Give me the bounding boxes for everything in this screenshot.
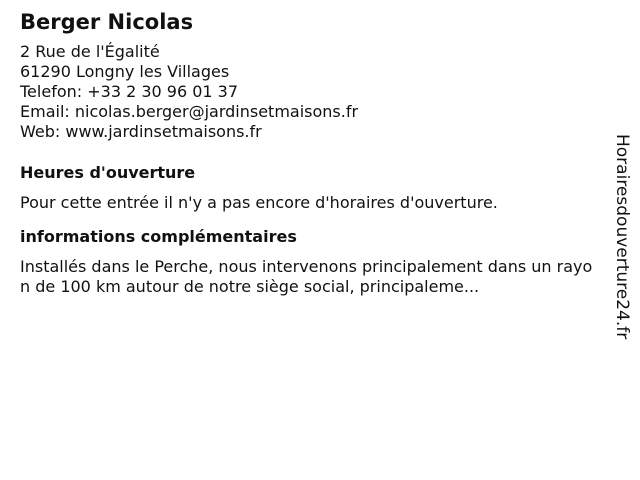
business-name: Berger Nicolas xyxy=(20,10,194,34)
hours-heading: Heures d'ouverture xyxy=(20,163,196,182)
contact-block xyxy=(20,42,595,142)
phone-number[interactable]: Telefon: +33 2 30 96 01 37 xyxy=(20,82,239,101)
email-address[interactable]: Email: nicolas.berger@jardinsetmaisons.fr xyxy=(20,102,359,121)
info-text: Installés dans le Perche, nous intervenons principalement dans un rayon de 100 km autour de notre siège social, principaleme... xyxy=(20,257,593,296)
site-watermark xyxy=(602,134,640,344)
website-link[interactable]: Web: www.jardinsetmaisons.fr xyxy=(20,122,262,141)
hours-text: Pour cette entrée il n'y a pas encore d'horaires d'ouverture. xyxy=(20,193,498,212)
site-name: Horairesdouverture24.fr xyxy=(612,134,632,340)
street-address: 2 Rue de l'Égalité xyxy=(20,42,160,61)
city-address: 61290 Longny les Villages xyxy=(20,62,230,81)
business-entry xyxy=(20,8,595,297)
info-heading: informations complémentaires xyxy=(20,227,297,246)
